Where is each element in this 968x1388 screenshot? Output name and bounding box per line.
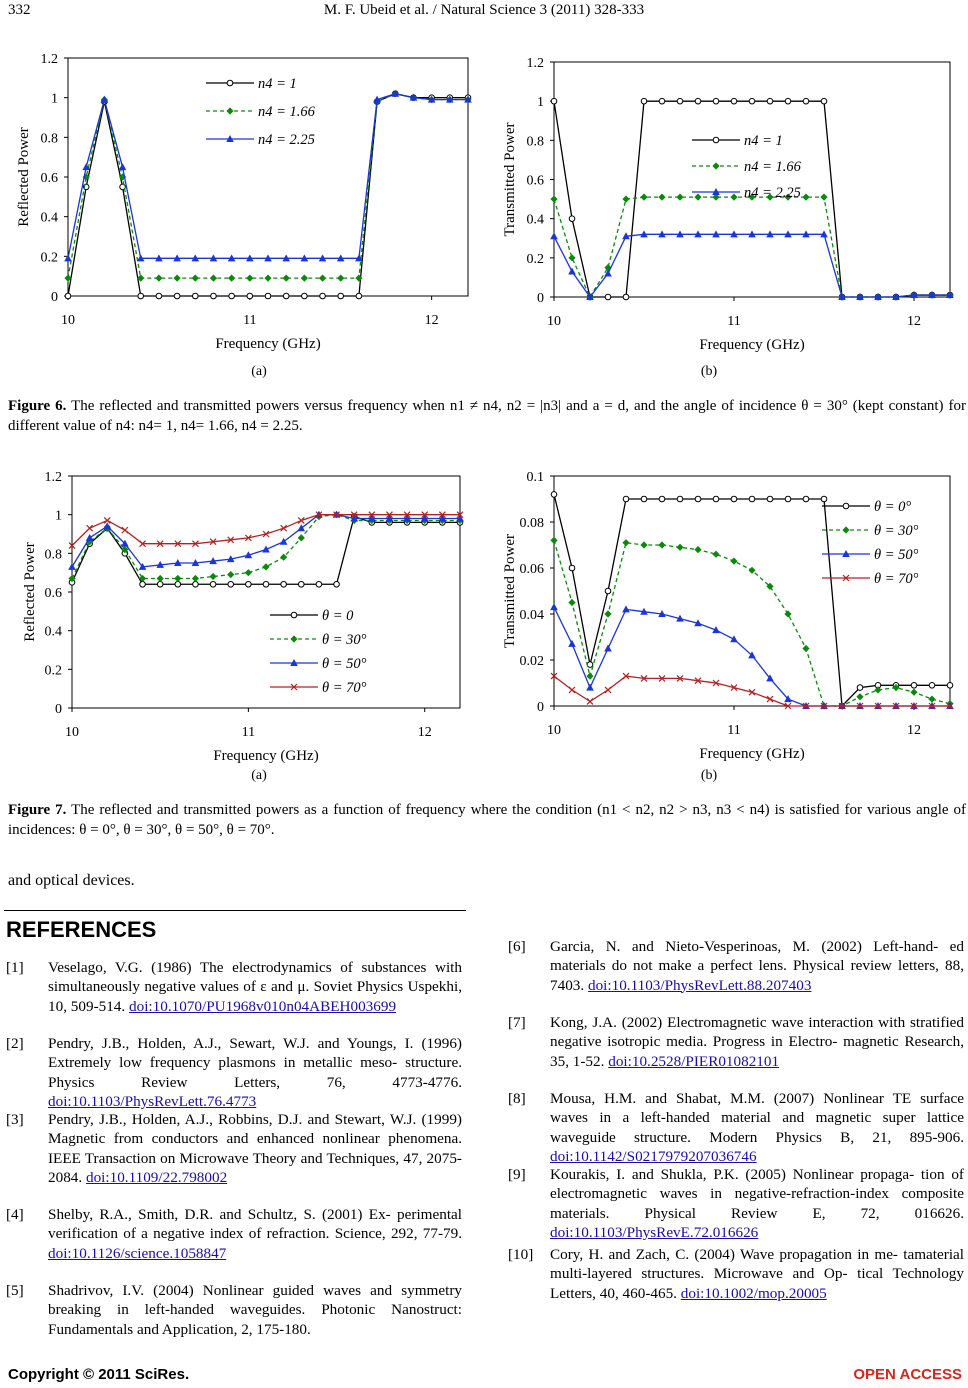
data-point bbox=[264, 275, 271, 282]
figure-7-caption-text: The reflected and transmitted powers as a function of frequency where the condition (n1 < n2, n2 > n3, n3 < n4) is satisfied for various angle of incidences: θ = 0°, θ = 30°, θ = 50°, θ = 70°. bbox=[8, 802, 967, 838]
legend-entry bbox=[822, 523, 919, 539]
data-point bbox=[857, 685, 863, 691]
data-point bbox=[246, 275, 253, 282]
data-point bbox=[749, 496, 755, 502]
data-point bbox=[569, 565, 575, 571]
data-point bbox=[140, 581, 146, 587]
data-point bbox=[280, 538, 288, 545]
data-point bbox=[659, 496, 665, 502]
legend-label: θ = 0 bbox=[322, 608, 354, 624]
legend-label: n4 = 2.25 bbox=[258, 132, 315, 148]
data-point bbox=[334, 581, 340, 587]
data-point bbox=[297, 524, 305, 531]
legend-entry bbox=[692, 159, 802, 175]
figure-6-caption-text: The reflected and transmitted powers versus frequency when n1 ≠ n4, n2 = |n3| and a = d, and the angle of incidence θ = 30° (kept constant) for different value of n4: n4= 1, n4= 1.66, n4 = 2.25. bbox=[8, 398, 967, 434]
y-tick-label: 0 bbox=[537, 291, 544, 306]
legend-label: θ = 0° bbox=[874, 499, 912, 515]
reference-number: [6] bbox=[508, 938, 526, 955]
legend-label: θ = 50° bbox=[322, 656, 367, 672]
y-tick-label: 0.2 bbox=[526, 251, 544, 267]
data-point bbox=[86, 534, 94, 541]
series-2 bbox=[550, 230, 954, 300]
reference-text: Mousa, H.M. and Shabat, M.M. (2007) Nonlinear TE surface waves in a left-handed material and magnetic super lattice waveguide structure. Modern Physics B, 21, 895-906. doi:10.1142/S0217979207036746 bbox=[550, 1090, 964, 1165]
x-tick-label: 12 bbox=[424, 313, 439, 328]
data-point bbox=[713, 98, 719, 104]
figure-7-caption-label: Figure 7. bbox=[8, 802, 67, 818]
data-point bbox=[229, 293, 235, 299]
data-point bbox=[623, 294, 629, 300]
legend-entry bbox=[206, 76, 297, 92]
x-tick-label: 10 bbox=[547, 723, 561, 738]
data-point bbox=[87, 525, 93, 531]
plot-frame bbox=[72, 476, 460, 708]
legend-label: n4 = 2.25 bbox=[744, 185, 801, 201]
data-point bbox=[605, 687, 611, 693]
y-tick-label: 0 bbox=[51, 290, 58, 305]
y-tick-label: 1.2 bbox=[526, 56, 544, 71]
reference-text: Kong, J.A. (2002) Electromagnetic wave interaction with stratified negative isotropic media. Progress in Electro- magnetic Research, 35, 1-52. doi:10.2528/PIER01082101 bbox=[550, 1014, 964, 1070]
data-point bbox=[550, 232, 558, 239]
legend-entry bbox=[822, 571, 919, 587]
series-line bbox=[72, 515, 460, 546]
x-tick-label: 10 bbox=[61, 313, 75, 328]
data-point bbox=[622, 605, 630, 612]
figure-6b-chart bbox=[496, 48, 956, 358]
data-point bbox=[802, 645, 809, 652]
legend-entry bbox=[822, 547, 919, 563]
y-axis-label: Transmitted Power bbox=[502, 122, 518, 237]
data-point bbox=[245, 569, 252, 576]
data-point bbox=[856, 693, 863, 700]
reference-number: [4] bbox=[6, 1206, 24, 1223]
reference-number: [5] bbox=[6, 1282, 24, 1299]
legend-marker bbox=[843, 503, 849, 509]
figure-7a-sublabel: (a) bbox=[251, 768, 267, 783]
data-point bbox=[929, 683, 935, 689]
figure-6b-sublabel: (b) bbox=[700, 364, 718, 379]
figure-6a-sublabel: (a) bbox=[251, 364, 267, 379]
data-point bbox=[550, 195, 557, 202]
running-title: M. F. Ubeid et al. / Natural Science 3 (2011) 328-333 bbox=[323, 2, 645, 18]
data-point bbox=[209, 573, 216, 580]
series-3 bbox=[69, 512, 463, 549]
legend-entry bbox=[692, 185, 801, 201]
figure-6-caption-label: Figure 6. bbox=[8, 398, 67, 414]
data-point bbox=[174, 293, 180, 299]
data-point bbox=[694, 546, 701, 553]
data-point bbox=[262, 563, 269, 570]
data-point bbox=[192, 275, 199, 282]
data-point bbox=[338, 293, 344, 299]
data-point bbox=[569, 216, 575, 222]
data-point bbox=[640, 194, 647, 201]
data-point bbox=[550, 537, 557, 544]
reference-number: [2] bbox=[6, 1035, 24, 1052]
legend-entry bbox=[206, 132, 315, 148]
data-point bbox=[677, 98, 683, 104]
y-tick-label: 0.02 bbox=[519, 654, 544, 669]
series-line bbox=[554, 676, 950, 706]
reference-text: Pendry, J.B., Holden, A.J., Robbins, D.J. and Stewart, W.J. (1999) Magnetic from conductors and enhanced nonlinear phenomena. IEEE Transaction on Microwave Theory and Techniques, 47, 2075-2084. doi:10.1109/22.798002 bbox=[48, 1111, 462, 1186]
y-tick-label: 0 bbox=[537, 700, 544, 715]
x-tick-label: 12 bbox=[907, 723, 921, 738]
data-point bbox=[551, 492, 557, 498]
data-point bbox=[605, 294, 611, 300]
data-point bbox=[283, 293, 289, 299]
data-point bbox=[302, 293, 308, 299]
reference-text: Cory, H. and Zach, C. (2004) Wave propagation in me- tamaterial multi-layered structures. Microwave and Op- tical Technology Letters, 40, 460-465. doi:10.1002/mop.20005 bbox=[550, 1246, 964, 1302]
reference-number: [10] bbox=[508, 1246, 534, 1263]
figure-6a-chart bbox=[10, 48, 470, 358]
y-tick-label: 0.2 bbox=[40, 250, 58, 266]
y-tick-label: 1 bbox=[537, 95, 544, 111]
data-point bbox=[283, 275, 290, 282]
reference-number: [7] bbox=[508, 1014, 526, 1031]
reference-doi-link[interactable]: doi:10.1103/PhysRevLett.88.207403 bbox=[587, 976, 812, 994]
data-point bbox=[640, 541, 647, 548]
data-point bbox=[65, 293, 71, 299]
legend-entry bbox=[270, 680, 367, 696]
y-tick-label: 1 bbox=[51, 91, 58, 107]
legend-marker bbox=[226, 107, 233, 114]
data-point bbox=[749, 98, 755, 104]
reference-doi-link[interactable]: doi:10.1103/PhysRevE.72.016626 bbox=[550, 1223, 759, 1241]
y-tick-label: 0.04 bbox=[519, 608, 544, 623]
data-point bbox=[550, 603, 558, 610]
data-point bbox=[587, 698, 593, 704]
data-point bbox=[820, 194, 827, 201]
y-axis-label: Reflected Power bbox=[16, 127, 32, 227]
y-tick-label: 0 bbox=[55, 702, 62, 717]
data-point bbox=[316, 581, 322, 587]
legend-entry bbox=[270, 656, 367, 672]
reference-text: Veselago, V.G. (1986) The electrodynamics of substances with simultaneously negative values of ε and μ. Soviet Physics Uspekhi, 10, 509-514. doi:10.1070/PU1968v010n04ABEH003699 bbox=[48, 959, 462, 1015]
data-point bbox=[228, 581, 234, 587]
legend-entry bbox=[822, 499, 911, 515]
legend-marker bbox=[291, 612, 297, 618]
reference-doi-link[interactable]: doi:10.1109/22.798002 bbox=[85, 1168, 228, 1186]
page-number: 332 bbox=[8, 2, 31, 18]
series-1 bbox=[550, 194, 953, 301]
series-0 bbox=[65, 91, 471, 299]
data-point bbox=[731, 496, 737, 502]
data-point bbox=[605, 588, 611, 594]
x-tick-label: 11 bbox=[243, 313, 257, 328]
data-point bbox=[641, 98, 647, 104]
data-point bbox=[658, 194, 665, 201]
data-point bbox=[587, 662, 593, 668]
data-point bbox=[568, 640, 576, 647]
data-point bbox=[298, 581, 304, 587]
data-point bbox=[730, 194, 737, 201]
x-axis-label: Frequency (GHz) bbox=[699, 337, 805, 353]
data-point bbox=[356, 293, 362, 299]
legend-marker bbox=[712, 162, 719, 169]
legend-label: θ = 30° bbox=[322, 632, 367, 648]
reference-doi-link[interactable]: doi:10.1126/science.1058847 bbox=[48, 1244, 227, 1262]
data-point bbox=[604, 645, 612, 652]
reference-text: Shadrivov, I.V. (2004) Nonlinear guided waves and symmetry breaking in left-handed waveguides. Photonic Nanostruct: Fundamentals and Application, 2, 175-180. bbox=[48, 1282, 462, 1338]
data-point bbox=[337, 275, 344, 282]
data-point bbox=[604, 610, 611, 617]
reference-number: [3] bbox=[6, 1111, 24, 1128]
data-point bbox=[568, 254, 575, 261]
data-point bbox=[155, 275, 162, 282]
legend-label: θ = 50° bbox=[874, 547, 919, 563]
y-tick-label: 0.8 bbox=[526, 134, 544, 150]
data-point bbox=[319, 275, 326, 282]
legend-marker bbox=[842, 526, 849, 533]
figure-7b-chart bbox=[496, 466, 956, 766]
data-point bbox=[280, 554, 287, 561]
data-point bbox=[713, 496, 719, 502]
y-tick-label: 0.2 bbox=[44, 663, 62, 679]
x-tick-label: 12 bbox=[417, 725, 432, 740]
data-point bbox=[586, 673, 593, 680]
series-3 bbox=[551, 673, 953, 709]
data-point bbox=[622, 539, 629, 546]
data-point bbox=[821, 496, 827, 502]
data-point bbox=[157, 575, 164, 582]
data-point bbox=[947, 683, 953, 689]
section-divider bbox=[4, 910, 466, 911]
y-tick-label: 0.8 bbox=[44, 547, 62, 563]
legend-entry bbox=[206, 104, 316, 120]
data-point bbox=[730, 635, 738, 642]
data-point bbox=[677, 496, 683, 502]
data-point bbox=[803, 496, 809, 502]
data-point bbox=[298, 534, 305, 541]
data-point bbox=[658, 541, 665, 548]
data-point bbox=[192, 575, 199, 582]
y-tick-label: 0.4 bbox=[526, 212, 544, 228]
data-point bbox=[676, 194, 683, 201]
data-point bbox=[622, 195, 629, 202]
data-point bbox=[210, 581, 216, 587]
data-point bbox=[785, 496, 791, 502]
legend-marker bbox=[713, 137, 719, 143]
legend-marker bbox=[227, 80, 233, 86]
reference-text: Pendry, J.B., Holden, A.J., Sewart, W.J. and Youngs, I. (1996) Extremely low frequency plasmons in metallic meso- structure. Physics Review Letters, 76, 4773-4776. doi:10.1103/PhysRevLett.76.4773 bbox=[48, 1035, 462, 1110]
data-point bbox=[227, 571, 234, 578]
copyright-notice: Copyright © 2011 SciRes. bbox=[8, 1366, 190, 1383]
open-access-label: OPEN ACCESS bbox=[853, 1366, 962, 1383]
series-2 bbox=[68, 511, 464, 570]
data-point bbox=[694, 194, 701, 201]
data-point bbox=[731, 98, 737, 104]
reference-doi-link[interactable]: doi:10.2528/PIER01082101 bbox=[608, 1052, 780, 1070]
data-point bbox=[568, 599, 575, 606]
legend-label: n4 = 1 bbox=[258, 76, 297, 92]
data-point bbox=[122, 527, 128, 533]
data-point bbox=[551, 98, 557, 104]
y-tick-label: 1 bbox=[55, 508, 62, 524]
data-point bbox=[138, 293, 144, 299]
data-point bbox=[281, 581, 287, 587]
y-tick-label: 0.4 bbox=[40, 210, 58, 226]
y-tick-label: 0.6 bbox=[44, 586, 62, 601]
data-point bbox=[767, 696, 773, 702]
data-point bbox=[68, 563, 76, 570]
x-tick-label: 10 bbox=[547, 314, 561, 329]
data-point bbox=[748, 567, 755, 574]
data-point bbox=[156, 293, 162, 299]
data-point bbox=[767, 496, 773, 502]
figure-7a-chart bbox=[16, 466, 471, 766]
series-line bbox=[554, 234, 950, 297]
reference-doi-link[interactable]: doi:10.1142/S0217979207036746 bbox=[550, 1147, 757, 1165]
legend-label: θ = 30° bbox=[874, 523, 919, 539]
data-point bbox=[320, 293, 326, 299]
legend-marker bbox=[290, 635, 297, 642]
references-heading: REFERENCES bbox=[6, 917, 157, 942]
data-point bbox=[175, 581, 181, 587]
data-point bbox=[928, 696, 935, 703]
x-axis-label: Frequency (GHz) bbox=[699, 746, 805, 762]
data-point bbox=[821, 98, 827, 104]
reference-text: Garcia, N. and Nieto-Vesperinoas, M. (2002) Left-hand- ed materials do not make a perfect lens. Physical review letters, 88, 7403. doi:10.1103/PhysRevLett.88.207403 bbox=[550, 938, 964, 994]
data-point bbox=[298, 517, 304, 523]
data-point bbox=[568, 268, 576, 275]
data-point bbox=[64, 254, 72, 261]
x-tick-label: 11 bbox=[727, 314, 741, 329]
figure-7-caption bbox=[8, 800, 966, 840]
data-point bbox=[228, 275, 235, 282]
data-point bbox=[263, 581, 269, 587]
body-intro-line: and optical devices. bbox=[8, 872, 135, 889]
reference-doi-link[interactable]: doi:10.1103/PhysRevLett.76.4773 bbox=[48, 1092, 257, 1110]
y-tick-label: 0.08 bbox=[519, 516, 544, 531]
data-point bbox=[730, 558, 737, 565]
data-point bbox=[910, 689, 917, 696]
x-tick-label: 10 bbox=[65, 725, 79, 740]
reference-text: Kourakis, I. and Shukla, P.K. (2005) Nonlinear propaga- tion of electromagnetic waves in negative-refraction-index composite materials. Physical Review E, 72, 016626. doi:10.1103/PhysRevE.72.016626 bbox=[550, 1166, 964, 1241]
data-point bbox=[246, 581, 252, 587]
legend-entry bbox=[270, 632, 367, 648]
y-tick-label: 0.1 bbox=[526, 470, 544, 485]
y-tick-label: 0.8 bbox=[40, 131, 58, 147]
reference-doi-link[interactable]: doi:10.1070/PU1968v010n04ABEH003699 bbox=[129, 997, 397, 1015]
data-point bbox=[265, 293, 271, 299]
data-point bbox=[803, 98, 809, 104]
data-point bbox=[784, 610, 791, 617]
data-point bbox=[712, 551, 719, 558]
x-axis-label: Frequency (GHz) bbox=[213, 748, 319, 764]
data-point bbox=[174, 575, 181, 582]
reference-text: Shelby, R.A., Smith, D.R. and Schultz, S. (2001) Ex- perimental verification of a negative index of refraction. Science, 292, 77-79. doi:10.1126/science.1058847 bbox=[48, 1206, 462, 1262]
reference-number: [9] bbox=[508, 1166, 526, 1183]
legend-label: n4 = 1 bbox=[744, 133, 783, 149]
reference-doi-link[interactable]: doi:10.1002/mop.20005 bbox=[680, 1284, 827, 1302]
legend-label: θ = 70° bbox=[874, 571, 919, 587]
legend-entry bbox=[692, 133, 783, 149]
data-point bbox=[192, 293, 198, 299]
series-line bbox=[554, 197, 950, 297]
data-point bbox=[211, 293, 217, 299]
data-point bbox=[586, 684, 594, 691]
y-axis-label: Reflected Power bbox=[22, 542, 38, 642]
series-line bbox=[68, 94, 468, 278]
y-axis-label: Transmitted Power bbox=[502, 533, 518, 649]
data-point bbox=[802, 194, 809, 201]
legend-entry bbox=[270, 608, 354, 624]
y-tick-label: 1.2 bbox=[40, 52, 58, 67]
data-point bbox=[193, 581, 199, 587]
data-point bbox=[301, 275, 308, 282]
data-point bbox=[641, 496, 647, 502]
data-point bbox=[695, 496, 701, 502]
data-point bbox=[676, 544, 683, 551]
data-point bbox=[569, 687, 575, 693]
reference-number: [8] bbox=[508, 1090, 526, 1107]
data-point bbox=[659, 98, 665, 104]
x-axis-label: Frequency (GHz) bbox=[215, 336, 321, 352]
y-tick-label: 0.06 bbox=[519, 562, 544, 577]
figure-7b-sublabel: (b) bbox=[700, 768, 718, 783]
data-point bbox=[767, 98, 773, 104]
data-point bbox=[785, 98, 791, 104]
x-tick-label: 11 bbox=[727, 723, 741, 738]
x-tick-label: 11 bbox=[241, 725, 256, 740]
y-tick-label: 1.2 bbox=[44, 470, 62, 485]
figure-6-caption bbox=[8, 396, 966, 436]
data-point bbox=[281, 525, 287, 531]
data-point bbox=[210, 275, 217, 282]
legend-label: n4 = 1.66 bbox=[258, 104, 315, 120]
x-tick-label: 12 bbox=[907, 314, 921, 329]
data-point bbox=[173, 275, 180, 282]
y-tick-label: 0.6 bbox=[526, 173, 544, 189]
data-point bbox=[157, 581, 163, 587]
data-point bbox=[695, 98, 701, 104]
y-tick-label: 0.4 bbox=[44, 624, 62, 640]
data-point bbox=[247, 293, 253, 299]
legend-label: θ = 70° bbox=[322, 680, 367, 696]
data-point bbox=[623, 496, 629, 502]
y-tick-label: 0.6 bbox=[40, 171, 58, 186]
data-point bbox=[911, 683, 917, 689]
legend-label: n4 = 1.66 bbox=[744, 159, 801, 175]
reference-number: [1] bbox=[6, 959, 24, 976]
